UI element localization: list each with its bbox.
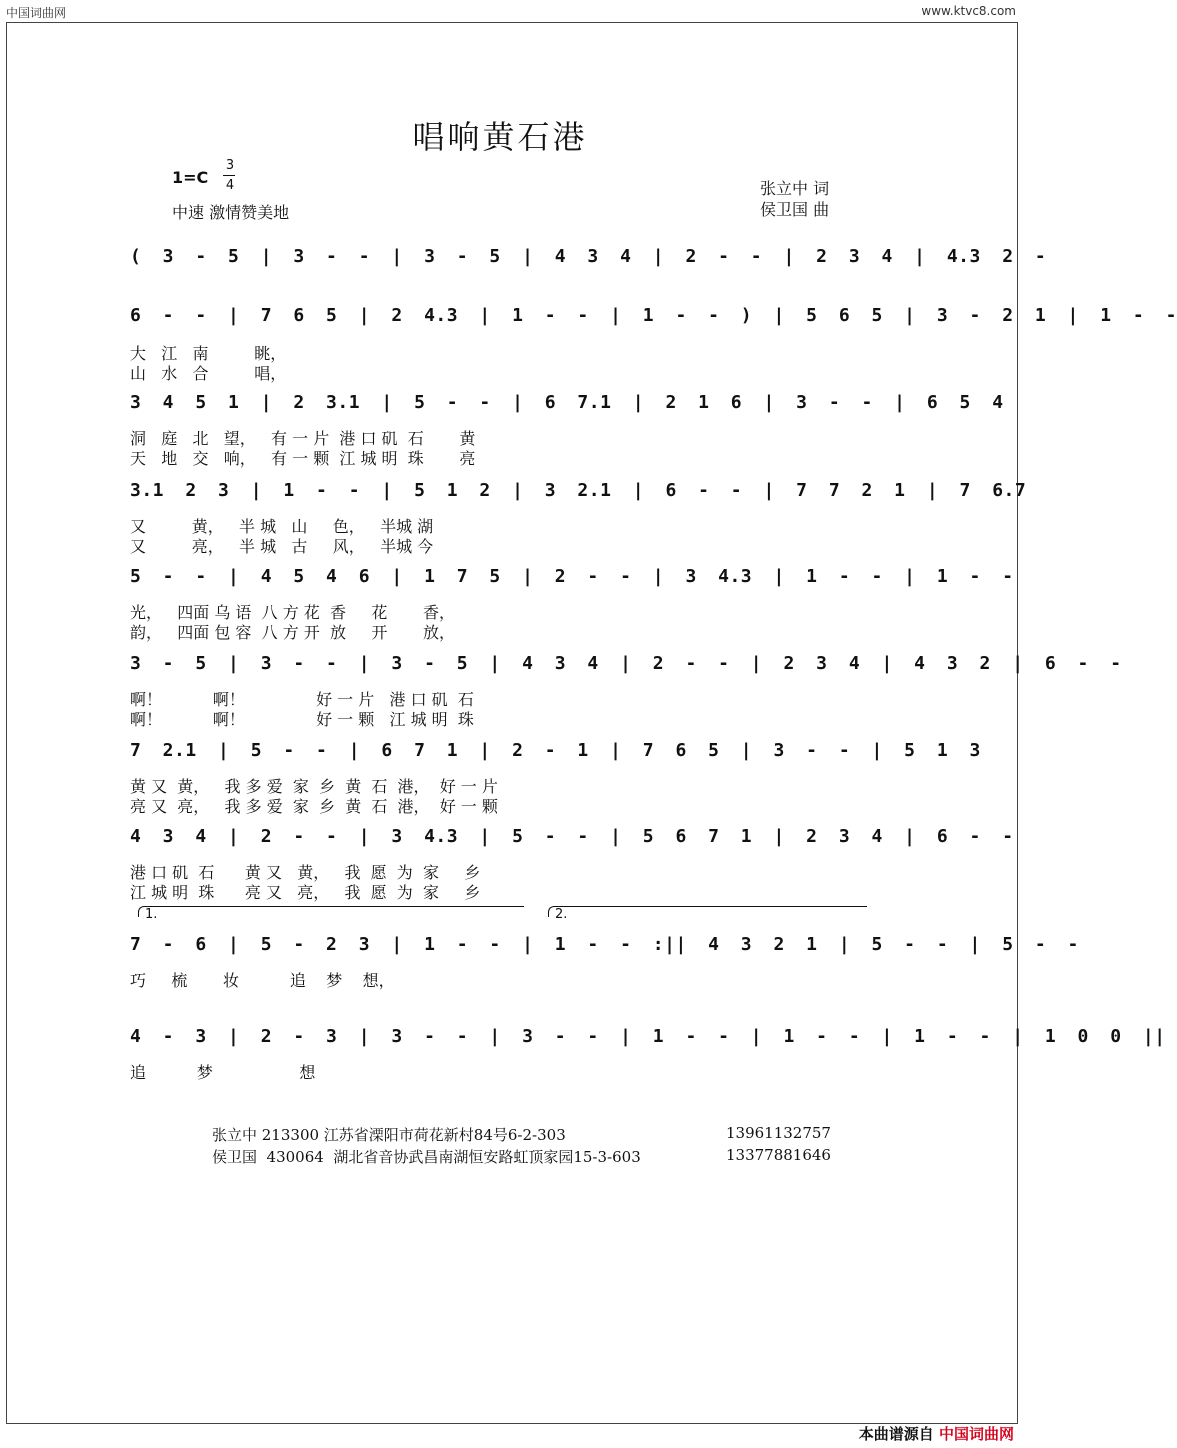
notation-line: 4 - 3 | 2 - 3 | 3 - - | 3 - - | 1 - - | 1 - - | 1 - - | 1 0 0 || bbox=[130, 1026, 1166, 1047]
notation-line: 7 2.1 | 5 - - | 6 7 1 | 2 - 1 | 7 6 5 | 3 - - | 5 1 3 bbox=[130, 740, 981, 761]
footer-lyricist-phone: 13961132757 bbox=[726, 1124, 831, 1142]
source-brand[interactable]: 中国词曲网 bbox=[938, 1425, 1014, 1443]
page-title: 唱响黄石港 bbox=[412, 118, 588, 156]
lyric-line-2: 江 城 明 珠 亮 又 亮， 我 愿 为 家 乡 bbox=[130, 883, 481, 902]
lyric-line-2: 亮 又 亮， 我 多 爱 家 乡 黄 石 港， 好 一 颗 bbox=[130, 797, 498, 816]
lyricist: 张立中 词 bbox=[760, 179, 830, 198]
notation-line: ( 3 - 5 | 3 - - | 3 - 5 | 4 3 4 | 2 - - | 2 3 4 | 4.3 2 - bbox=[130, 246, 1047, 267]
site-url[interactable]: www.ktvc8.com bbox=[921, 4, 1016, 18]
lyric-line-2: 韵， 四面 包 容 八 方 开 放 开 放， bbox=[130, 623, 455, 642]
notation-line: 3 4 5 1 | 2 3.1 | 5 - - | 6 7.1 | 2 1 6 | 3 - - | 6 5 4 bbox=[130, 392, 1004, 413]
lyric-line-1: 巧 梳 妆 追 梦 想， bbox=[130, 971, 395, 990]
source-label: 本曲谱源自 bbox=[858, 1425, 934, 1443]
composer: 侯卫国 曲 bbox=[760, 200, 830, 219]
volta-first-label: 1. bbox=[145, 907, 158, 922]
time-fraction-line bbox=[223, 175, 235, 176]
lyric-line-1: 啊！ 啊！ 好 一 片 港 口 矶 石 bbox=[130, 690, 474, 709]
lyric-line-1: 黄 又 黄， 我 多 爱 家 乡 黄 石 港， 好 一 片 bbox=[130, 777, 498, 796]
volta-second-label: 2. bbox=[555, 907, 568, 922]
notation-line: 4 3 4 | 2 - - | 3 4.3 | 5 - - | 5 6 7 1 | 2 3 4 | 6 - - bbox=[130, 826, 1014, 847]
lyric-line-1: 洞 庭 北 望， 有 一 片 港 口 矶 石 黄 bbox=[130, 429, 476, 448]
notation-line: 3.1 2 3 | 1 - - | 5 1 2 | 3 2.1 | 6 - - | 7 7 2 1 | 7 6.7 bbox=[130, 480, 1027, 501]
site-name: 中国词曲网 bbox=[6, 6, 67, 20]
volta-first-bracket bbox=[138, 906, 524, 917]
lyric-line-2: 啊！ 啊！ 好 一 颗 江 城 明 珠 bbox=[130, 710, 474, 729]
volta-second-bracket bbox=[548, 906, 867, 917]
lyric-line-1: 大 江 南 眺， bbox=[130, 344, 287, 363]
notation-line: 6 - - | 7 6 5 | 2 4.3 | 1 - - | 1 - - ) | 5 6 5 | 3 - 2 1 | 1 - - bbox=[130, 305, 1177, 326]
lyric-line-1: 港 口 矶 石 黄 又 黄， 我 愿 为 家 乡 bbox=[130, 863, 481, 882]
notation-line: 7 - 6 | 5 - 2 3 | 1 - - | 1 - - :|| 4 3 2 1 | 5 - - | 5 - - bbox=[130, 934, 1079, 955]
key-signature: 1=C bbox=[172, 168, 209, 187]
notation-line: 3 - 5 | 3 - - | 3 - 5 | 4 3 4 | 2 - - | 2 3 4 | 4 3 2 | 6 - - bbox=[130, 653, 1122, 674]
source-credit[interactable] bbox=[859, 1423, 1014, 1444]
lyric-line-1: 光， 四面 乌 语 八 方 花 香 花 香， bbox=[130, 603, 455, 622]
time-denominator: 4 bbox=[225, 178, 235, 193]
footer-lyricist-address: 张立中 213300 江苏省溧阳市荷花新村84号6-2-303 bbox=[212, 1126, 566, 1144]
notation-line: 5 - - | 4 5 4 6 | 1 7 5 | 2 - - | 3 4.3 | 1 - - | 1 - - bbox=[130, 566, 1014, 587]
lyric-line-2: 又 亮， 半 城 古 风， 半城 今 bbox=[130, 537, 434, 556]
lyric-line-1: 又 黄， 半 城 山 色， 半城 湖 bbox=[130, 517, 434, 536]
footer-composer-phone: 13377881646 bbox=[726, 1146, 831, 1164]
lyric-line-2: 山 水 合 唱， bbox=[130, 364, 287, 383]
tempo-marking: 中速 激情赞美地 bbox=[172, 203, 290, 222]
footer-composer-address: 侯卫国 430064 湖北省音协武昌南湖恒安路虹顶家园15-3-603 bbox=[212, 1148, 641, 1166]
lyric-line-1: 追 梦 想 bbox=[130, 1063, 316, 1082]
lyric-line-2: 天 地 交 响， 有 一 颗 江 城 明 珠 亮 bbox=[130, 449, 476, 468]
time-numerator: 3 bbox=[225, 158, 235, 173]
